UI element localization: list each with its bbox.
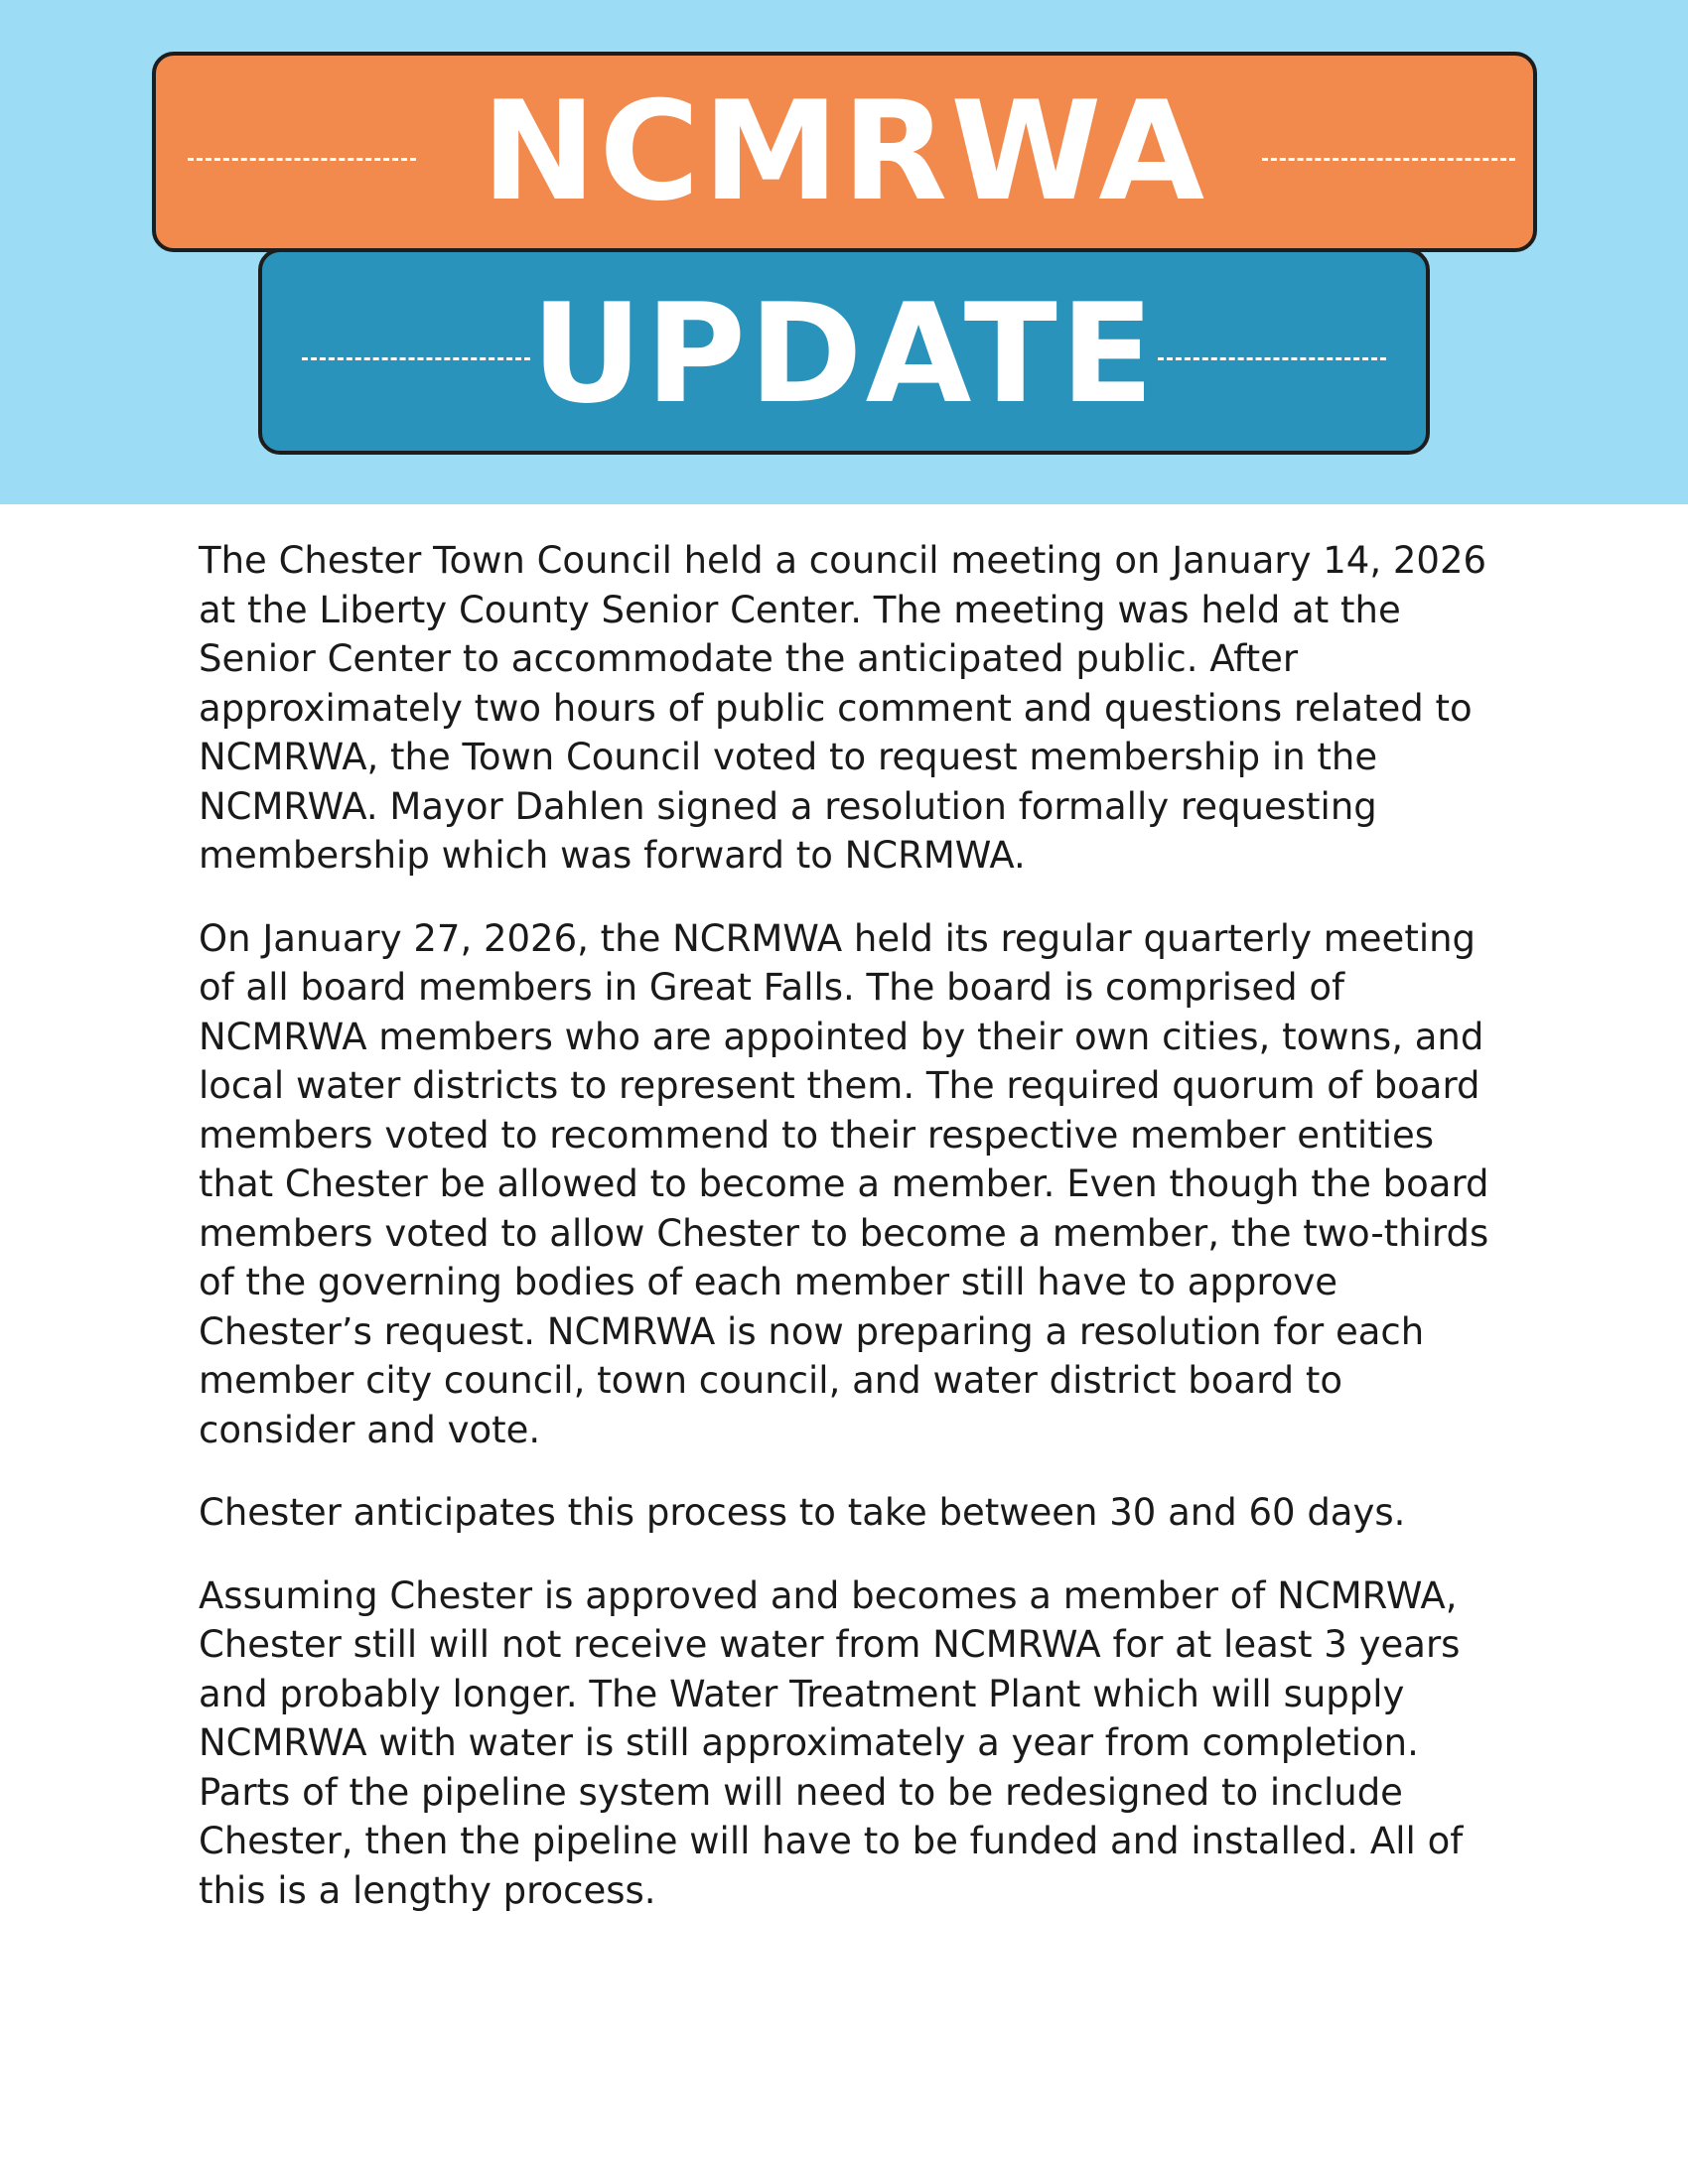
dashed-line-left (302, 357, 530, 360)
paragraph-board-meeting: On January 27, 2026, the NCRMWA held its regular quarterly meeting of all board members in Great Falls. The board is comprised of NCMRWA members who are appointed by their own cities, towns, and local water districts to represent them. The required quorum of board members voted to recommend to their respective member entities that Chester be allowed to become a member. Even though the board members voted to allow Chester to become a member, the two-thirds of the governing bodies of each member still have to approve Chester’s request. NCMRWA is now preparing a resolution for each member city council, town council, and water district board to consider and vote. (199, 916, 1489, 1451)
article-body (199, 536, 1499, 1949)
paragraph-water-supply: Assuming Chester is approved and becomes a member of NCMRWA, Chester still will not receive water from NCMRWA for at least 3 years and probably longer. The Water Treatment Plant which will supply NCMRWA with water is still approximately a year from completion. Parts of the pipeline system will need to be redesigned to include Chester, then the pipeline will have to be funded and installed. All of this is a lengthy process. (199, 1573, 1464, 1912)
header-band (0, 0, 1688, 504)
title-banner-orange (152, 52, 1537, 252)
subtitle-banner-blue (258, 248, 1430, 455)
dashed-line-right (1158, 357, 1386, 360)
paragraph-council-meeting: The Chester Town Council held a council meeting on January 14, 2026 at the Liberty County Senior Center. The meeting was held at the Senior Center to accommodate the anticipated public. After approximately two hours of public comment and questions related to NCMRWA, the Town Council voted to request membership in the NCMRWA. Mayor Dahlen signed a resolution formally requesting membership which was forward to NCRMWA. (199, 539, 1487, 877)
dashed-line-right (1262, 158, 1515, 161)
paragraph-timeline: Chester anticipates this process to take between 30 and 60 days. (199, 1491, 1406, 1534)
page-title: NCMRWA (481, 71, 1208, 231)
dashed-line-left (188, 158, 416, 161)
page-subtitle: UPDATE (530, 274, 1158, 434)
